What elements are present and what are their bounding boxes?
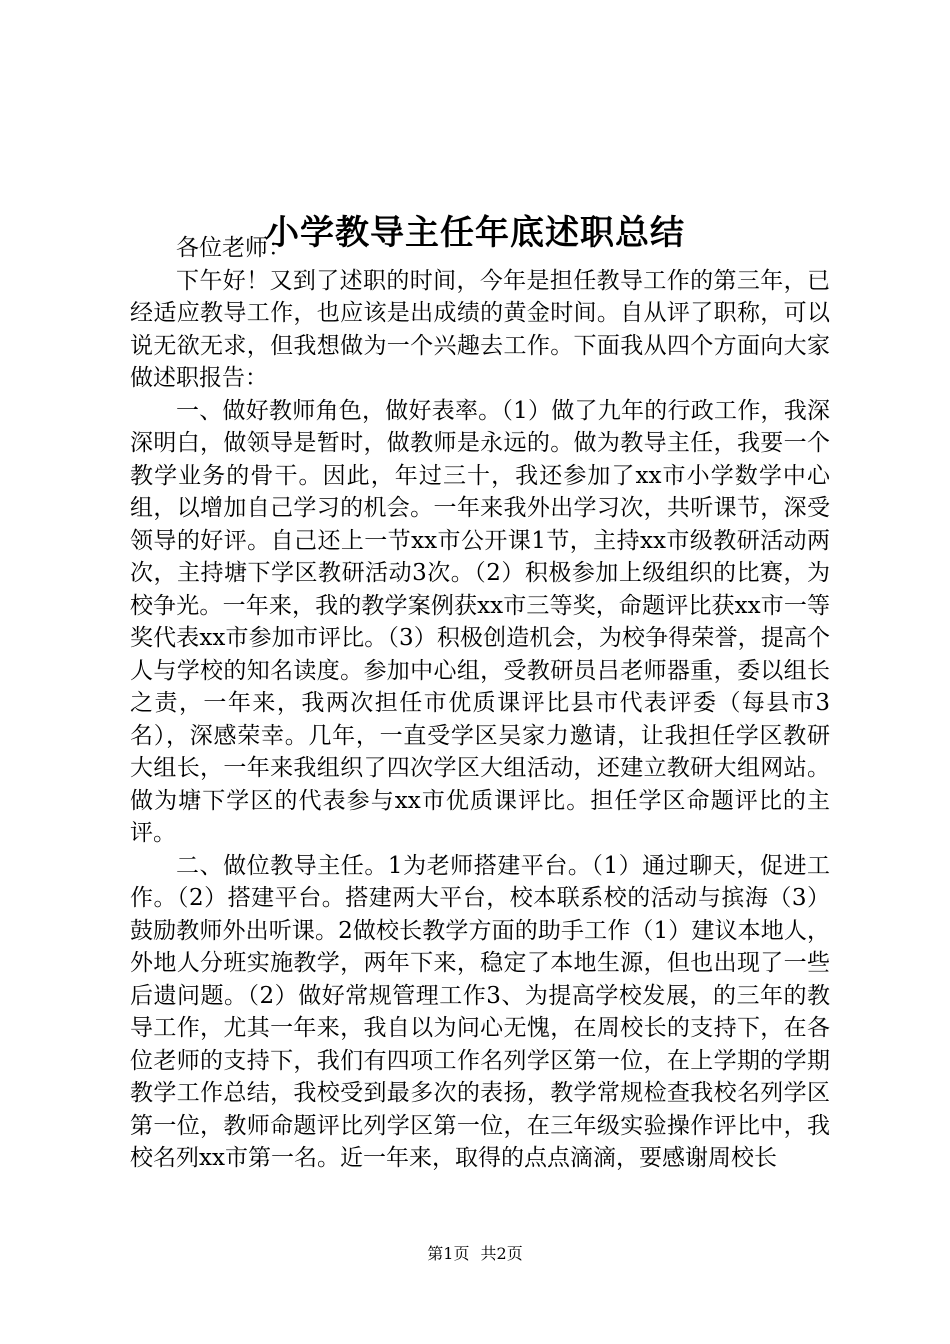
paragraph-intro: 下午好！又到了述职的时间，今年是担任教导工作的第三年，已经适应教导工作，也应该是出成绩的黄金时间。自从评了职称，可以说无欲无求，但我想做为一个兴趣去工作。下面我从四个方面向大家做述职报告： bbox=[130, 267, 830, 391]
document-body bbox=[130, 232, 830, 1175]
paragraph-greeting: 各位老师： bbox=[176, 235, 291, 261]
page-number: 第1页 bbox=[427, 1244, 470, 1263]
paragraph-section-one: 一、做好教师角色，做好表率。（1）做了九年的行政工作，我深深明白，做领导是暂时，做教师是永远的。做为教导主任，我要一个教学业务的骨干。因此，年过三十，我还参加了xx市小学数学中心组，以增加自己学习的机会。一年来我外出学习次，共听课节，深受领导的好评。自己还上一节xx市公开课1节，主持xx市级教研活动两次，主持塘下学区教研活动3次。（2）积极参加上级组织的比赛，为校争光。一年来，我的教学案例获xx市三等奖，命题评比获xx市一等奖代表xx市参加市评比。（3）积极创造机会，为校争得荣誉，提高个人与学校的知名读度。参加中心组，受教研员吕老师器重，委以组长之责，一年来，我两次担任市优质课评比县市代表评委（每县市3名），深感荣幸。几年，一直受学区吴家力邀请，让我担任学区教研大组长，一年来我组织了四次学区大组活动，还建立教研大组网站。做为塘下学区的代表参与xx市优质课评比。担任学区命题评比的主评。 bbox=[130, 397, 830, 846]
page-footer bbox=[0, 1244, 950, 1264]
document-title: 小学教导主任年底述职总结 bbox=[265, 212, 685, 253]
page-total: 共2页 bbox=[480, 1244, 523, 1263]
paragraph-section-two: 二、做位教导主任。1为老师搭建平台。（1）通过聊天，促进工作。（2）搭建平台。搭建两大平台，校本联系校的活动与摈海（3）鼓励教师外出听课。2做校长教学方面的助手工作（1）建议本地人，外地人分班实施教学，两年下来，稳定了本地生源，但也出现了一些后遗问题。（2）做好常规管理工作3、为提高学校发展，的三年的教导工作，尤其一年来，我自以为问心无愧，在周校长的支持下，在各位老师的支持下，我们有四项工作名列学区第一位，在上学期的学期教学工作总结，我校受到最多次的表扬，教学常规检查我校名列学区第一位，教师命题评比列学区第一位，在三年级实验操作评比中，我校名列xx市第一名。近一年来，取得的点点滴滴，要感谢周校长 bbox=[130, 852, 830, 1171]
